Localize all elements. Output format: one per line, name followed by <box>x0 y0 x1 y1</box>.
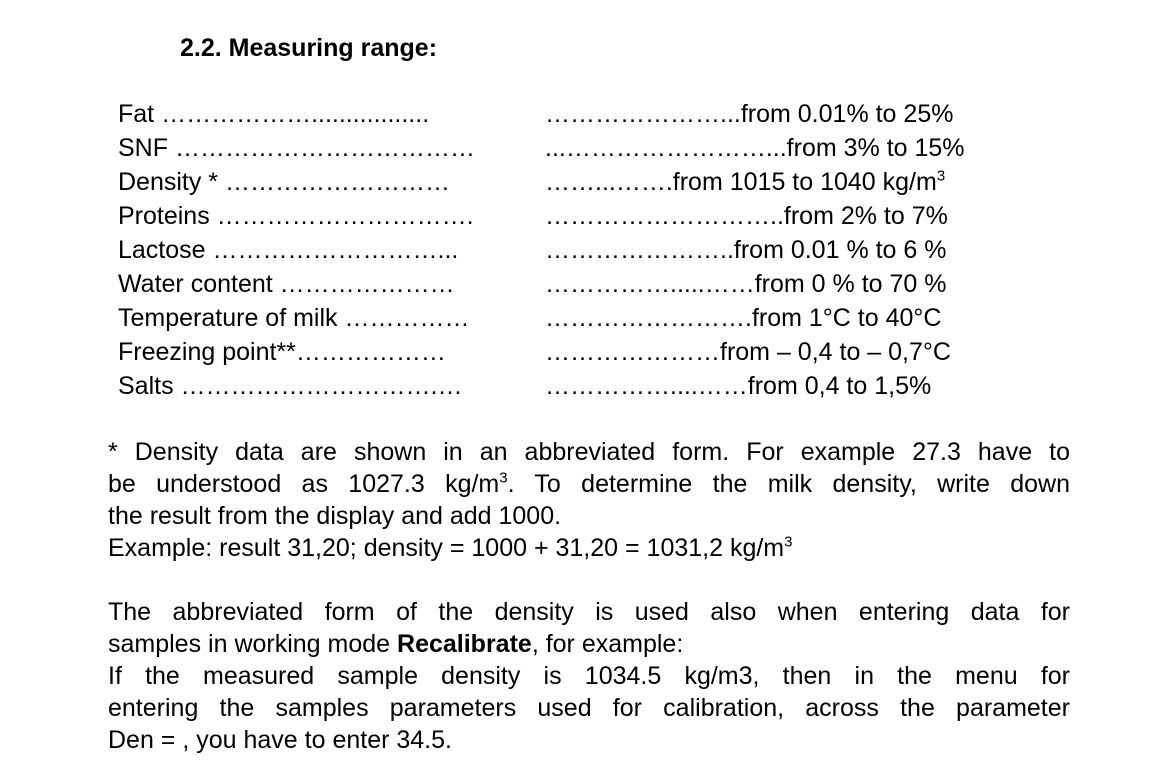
paragraph-line: Den = , you have to enter 34.5. <box>108 726 452 754</box>
range-label: SNF ……………………………… <box>118 134 475 162</box>
range-row-water-content <box>118 267 1008 301</box>
range-label: Temperature of milk …………… <box>118 304 470 332</box>
range-label: Proteins …………………………. <box>118 202 474 230</box>
range-row-fat <box>118 97 1008 131</box>
range-value: ……...…….from 1015 to 1040 $kg/m^3$ <box>545 167 946 196</box>
density-note <box>108 436 1070 564</box>
range-row-density <box>118 165 1008 199</box>
range-value: …………………from – 0,4 to – 0,7°C <box>545 338 951 366</box>
note-line: be understood as 1027.3 $kg/m^3$. To determine the milk density, write down <box>108 469 1070 498</box>
range-row-salts <box>118 369 1008 403</box>
range-value: …………………….from 1°C to 40°C <box>545 304 942 332</box>
range-label: Salts ………………………….… <box>118 372 463 400</box>
range-row-freezing-point <box>118 335 1008 369</box>
note-example: Example: result 31,20; density = 1000 + 31,20 = 1031,2 $kg/m^3$ <box>108 533 793 562</box>
recalibrate-paragraph <box>108 596 1070 756</box>
measuring-range-table <box>118 97 1008 403</box>
note-line: * Density data are shown in an abbreviated form. For example 27.3 have to <box>108 438 1070 466</box>
range-label: Fat ………………................. <box>118 100 430 128</box>
range-label: Lactose ………………………... <box>118 236 459 264</box>
range-value: ...……………………...from 3% to 15% <box>545 134 965 162</box>
paragraph-line: The abbreviated form of the density is used also when entering data for <box>108 598 1070 626</box>
range-row-temperature <box>118 301 1008 335</box>
paragraph-line: If the measured sample density is 1034.5 kg/m3, then in the menu for <box>108 662 1070 690</box>
paragraph-line: samples in working mode Recalibrate, for example: <box>108 630 684 658</box>
range-value: …………….....……from 0 % to 70 % <box>545 270 947 298</box>
paragraph-line: entering the samples parameters used for calibration, across the parameter <box>108 694 1070 722</box>
superscript: 3 <box>499 469 508 487</box>
superscript: 3 <box>784 533 793 551</box>
recalibrate-mode-name: Recalibrate <box>397 630 532 658</box>
range-label: Density * ……………………… <box>118 168 450 196</box>
range-value: ……………....……from 0,4 to 1,5% <box>545 372 932 400</box>
range-label: Water content ………………… <box>118 270 455 298</box>
range-label: Freezing point**……………… <box>118 338 446 366</box>
superscript: 3 <box>936 167 946 185</box>
range-row-proteins <box>118 199 1008 233</box>
note-line: the result from the display and add 1000. <box>108 502 562 530</box>
range-value: …………………..from 0.01 % to 6 % <box>545 236 947 264</box>
range-value: …………………...from 0.01% to 25% <box>545 100 954 128</box>
range-row-lactose <box>118 233 1008 267</box>
section-heading: 2.2. Measuring range: <box>180 34 438 62</box>
range-value: ………………………..from 2% to 7% <box>545 202 948 230</box>
range-row-snf <box>118 131 1008 165</box>
